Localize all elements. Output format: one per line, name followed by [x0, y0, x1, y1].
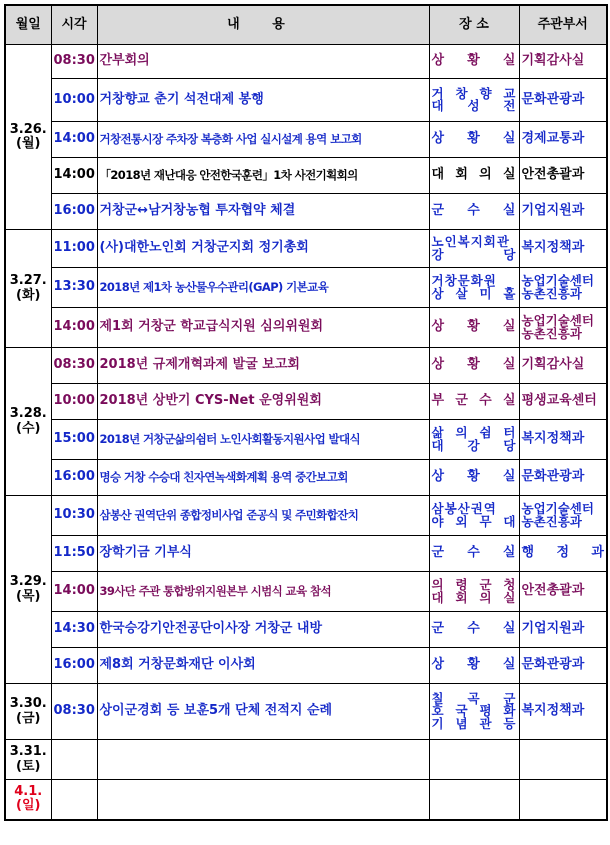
time-cell: 14:30 [51, 612, 97, 648]
time-cell: 16:00 [51, 460, 97, 496]
time-cell: 16:00 [51, 648, 97, 684]
content-cell: 간부회의 [97, 45, 429, 79]
schedule-row [5, 496, 607, 536]
place-cell [429, 230, 519, 268]
place-cell [429, 45, 519, 79]
dept-cell-line: 문화관광과 [521, 469, 585, 485]
date-cell [5, 230, 51, 348]
header-date: 월일 [5, 5, 51, 45]
dept-cell [519, 648, 607, 684]
schedule-row [5, 348, 607, 384]
place-cell [429, 780, 519, 820]
date-cell [5, 45, 51, 230]
content-cell: 상이군경회 등 보훈5개 단체 전적지 순례 [97, 684, 429, 740]
content-cell: 2018년 제1차 농산물우수관리(GAP) 기본교육 [97, 268, 429, 308]
schedule-row [5, 460, 607, 496]
place-cell-line: 강 당 [431, 246, 517, 262]
place-cell [429, 308, 519, 348]
schedule-body [5, 45, 607, 820]
dept-cell [519, 348, 607, 384]
time-cell [51, 780, 97, 820]
date-text: 3.31. [9, 744, 47, 760]
schedule-row [5, 194, 607, 230]
dept-cell-line: 복지정책과 [521, 240, 585, 256]
dept-cell-line: 농촌진흥과 [521, 325, 582, 341]
date-cell [5, 348, 51, 496]
place-cell [429, 648, 519, 684]
schedule-row [5, 684, 607, 740]
time-cell [51, 740, 97, 780]
dept-cell [519, 45, 607, 79]
dept-cell [519, 420, 607, 460]
place-cell-line: 군 수 실 [431, 545, 517, 561]
date-text: 3.29. [9, 574, 47, 590]
time-cell: 08:30 [51, 45, 97, 79]
schedule-table [4, 4, 608, 821]
place-cell-line: 삶 의 쉼 터 [431, 425, 517, 440]
date-text: 4.1. [14, 783, 43, 799]
schedule-row [5, 122, 607, 158]
date-cell [5, 496, 51, 684]
dept-cell [519, 684, 607, 740]
content-cell: 2018년 규제개혁과제 발굴 보고회 [97, 348, 429, 384]
dept-cell [519, 496, 607, 536]
dept-cell [519, 572, 607, 612]
place-cell-line: 군 수 실 [431, 203, 517, 219]
dept-cell-line: 농촌진흥과 [521, 285, 582, 301]
schedule-row [5, 572, 607, 612]
place-cell [429, 122, 519, 158]
header-time: 시각 [51, 5, 97, 45]
header-content: 내 용 [97, 5, 429, 45]
place-cell-line: 상 황 실 [431, 131, 517, 147]
dept-cell [519, 158, 607, 194]
time-cell: 16:00 [51, 194, 97, 230]
schedule-row [5, 612, 607, 648]
dept-cell-line: 농촌진흥과 [521, 513, 582, 529]
weekday-text: (토) [16, 758, 41, 774]
place-cell [429, 268, 519, 308]
place-cell [429, 158, 519, 194]
place-cell [429, 79, 519, 122]
dept-cell-line: 복지정책과 [521, 703, 585, 719]
schedule-row [5, 45, 607, 79]
weekday-text: (월) [16, 136, 41, 151]
weekday-text: (금) [16, 710, 41, 726]
dept-cell-line: 복지정책과 [521, 431, 585, 447]
schedule-row [5, 536, 607, 572]
time-cell: 14:00 [51, 122, 97, 158]
weekday-text: (일) [16, 798, 41, 814]
time-cell: 14:00 [51, 308, 97, 348]
dept-cell [519, 384, 607, 420]
place-cell-line: 상 황 실 [431, 319, 517, 335]
place-cell-line: 대 회 의 실 [431, 589, 517, 605]
content-cell: 거창전통시장 주차장 복층화 사업 실시설계 용역 보고회 [97, 122, 429, 158]
content-cell: 한국승강기안전공단이사장 거창군 내방 [97, 612, 429, 648]
place-cell-line: 거창문화원 [431, 273, 497, 288]
place-cell [429, 348, 519, 384]
place-cell [429, 684, 519, 740]
content-cell: 제8회 거창문화재단 이사회 [97, 648, 429, 684]
dept-cell-line: 농업기술센터 [521, 273, 594, 288]
time-cell: 08:30 [51, 348, 97, 384]
weekday-text: (목) [16, 588, 41, 604]
dept-cell [519, 308, 607, 348]
dept-cell [519, 194, 607, 230]
time-cell: 10:00 [51, 79, 97, 122]
dept-cell-line: 행 정 과 [521, 545, 604, 561]
place-cell-line: 상 황 실 [431, 357, 517, 373]
dept-cell [519, 79, 607, 122]
place-cell-line: 기 념 관 등 [431, 715, 517, 731]
schedule-row [5, 308, 607, 348]
content-cell: 「2018년 재난대응 안전한국훈련」1차 사전기획회의 [97, 158, 429, 194]
dept-cell-line: 농업기술센터 [521, 313, 594, 328]
place-cell-line: 상 황 실 [431, 469, 517, 485]
place-cell-line: 호 국 평 화 [431, 703, 517, 719]
dept-cell [519, 460, 607, 496]
dept-cell-line: 문화관광과 [521, 657, 585, 673]
time-cell: 14:00 [51, 158, 97, 194]
dept-cell [519, 612, 607, 648]
content-cell [97, 740, 429, 780]
place-cell [429, 384, 519, 420]
date-text: 3.30. [9, 696, 47, 712]
place-cell-line: 대 강 당 [431, 437, 517, 453]
time-cell: 10:30 [51, 496, 97, 536]
dept-cell-line: 기업지원과 [521, 203, 585, 219]
content-cell: 2018년 거창군삶의쉼터 노인사회활동지원사업 발대식 [97, 420, 429, 460]
place-cell [429, 460, 519, 496]
place-cell [429, 420, 519, 460]
date-text: 3.28. [9, 406, 47, 422]
time-cell: 13:30 [51, 268, 97, 308]
dept-cell-line: 농업기술센터 [521, 501, 594, 516]
date-text: 3.27. [9, 273, 47, 289]
place-cell-line: 야 외 무 대 [431, 513, 517, 529]
place-cell-line: 거 창 향 교 [431, 85, 517, 101]
place-cell-line: 대 회 의 실 [431, 167, 517, 183]
place-cell [429, 572, 519, 612]
place-cell [429, 194, 519, 230]
dept-cell [519, 230, 607, 268]
place-cell [429, 740, 519, 780]
time-cell: 08:30 [51, 684, 97, 740]
schedule-row [5, 384, 607, 420]
dept-cell [519, 536, 607, 572]
weekday-text: (화) [16, 287, 41, 303]
place-cell-line: 군 수 실 [431, 621, 517, 637]
schedule-row [5, 230, 607, 268]
weekday-text: (수) [16, 420, 41, 436]
content-cell: 제1회 거창군 학교급식지원 심의위원회 [97, 308, 429, 348]
content-cell: 2018년 상반기 CYS-Net 운영위원회 [97, 384, 429, 420]
schedule-row [5, 648, 607, 684]
time-cell: 14:00 [51, 572, 97, 612]
dept-cell [519, 268, 607, 308]
schedule-row [5, 158, 607, 194]
dept-cell-line: 경제교통과 [521, 131, 585, 147]
place-cell-line: 상 황 실 [431, 657, 517, 673]
dept-cell-line: 기획감사실 [521, 53, 585, 69]
schedule-row [5, 79, 607, 122]
content-cell: 39사단 주관 통합방위지원본부 시범식 교육 참석 [97, 572, 429, 612]
content-cell: 명승 거창 수승대 친자연녹색화계획 용역 중간보고회 [97, 460, 429, 496]
schedule-row [5, 740, 607, 780]
dept-cell-line: 기업지원과 [521, 621, 585, 637]
dept-cell [519, 780, 607, 820]
dept-cell-line: 문화관광과 [521, 91, 585, 107]
content-cell [97, 780, 429, 820]
header-row [5, 5, 607, 45]
schedule-row [5, 780, 607, 820]
header-place: 장 소 [429, 5, 519, 45]
dept-cell-line: 기획감사실 [521, 357, 585, 373]
date-text: 3.26. [9, 121, 47, 137]
date-cell [5, 780, 51, 820]
place-cell [429, 612, 519, 648]
place-cell-line: 대 성 전 [431, 98, 517, 113]
time-cell: 10:00 [51, 384, 97, 420]
dept-cell-line: 평생교육센터 [521, 393, 597, 409]
date-cell [5, 684, 51, 740]
place-cell [429, 536, 519, 572]
content-cell: 삼봉산 권역단위 종합정비사업 준공식 및 주민화합잔치 [97, 496, 429, 536]
content-cell: 거창군↔남거창농협 투자협약 체결 [97, 194, 429, 230]
content-cell: 장학기금 기부식 [97, 536, 429, 572]
dept-cell-line: 안전총괄과 [521, 167, 585, 183]
header-dept: 주관부서 [519, 5, 607, 45]
dept-cell-line: 안전총괄과 [521, 583, 585, 599]
place-cell-line: 삼봉산권역 [431, 501, 497, 516]
time-cell: 11:00 [51, 230, 97, 268]
schedule-row [5, 420, 607, 460]
place-cell-line: 의 령 군 청 [431, 577, 517, 592]
content-cell: (사)대한노인회 거창군지회 정기총회 [97, 230, 429, 268]
place-cell-line: 칠 곡 군 [431, 690, 517, 706]
date-cell [5, 740, 51, 780]
place-cell-line: 노인복지회관 [431, 234, 510, 249]
dept-cell [519, 740, 607, 780]
time-cell: 11:50 [51, 536, 97, 572]
place-cell-line: 상 황 실 [431, 53, 517, 69]
time-cell: 15:00 [51, 420, 97, 460]
dept-cell [519, 122, 607, 158]
place-cell-line: 상 살 미 홀 [431, 285, 517, 301]
place-cell [429, 496, 519, 536]
place-cell-line: 부 군 수 실 [431, 393, 517, 409]
content-cell: 거창향교 춘기 석전대제 봉행 [97, 79, 429, 122]
schedule-row [5, 268, 607, 308]
